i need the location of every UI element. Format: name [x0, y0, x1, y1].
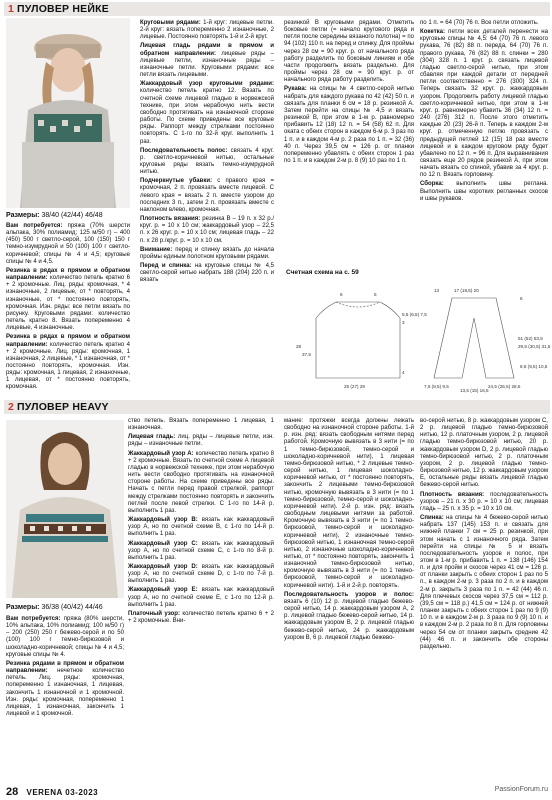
s2c2-p6: Жаккардовый узор D: вязать как жаккардовый узор А, но по счетной схеме D, с 1-го по 7-й р. выполнить 1 раз.	[128, 563, 274, 585]
schema-label-top-3: 17 (18,5) 20	[454, 288, 479, 293]
schema-label-side-6: 29,5 (30,5) 31,5	[518, 344, 551, 349]
s2c2-p4: Жаккардовый узор В: вязать как жаккардовый узор А, но по счетной схеме В, с 1-го по 14-й р. выполнить 1 раз.	[128, 517, 274, 538]
s2c1-p2: Резинка рядами в прямом и обратном направлении: нечетное количество петель. Лиц. ряды: кромочная, попеременно 1 изнаночная, 1 лицевая, закончить 1 изнаночной и 1 кромочной. Изн. ряды: кромочная, попеременно 1 лицевая, 1 изнаночная, закончить 1 лицевой и 1 кромочной.	[6, 660, 124, 718]
section2-column-1	[6, 616, 124, 784]
magazine-name: VERENA 03-2023	[26, 788, 99, 797]
section2-column-2	[128, 418, 274, 784]
s2c2-p3: Жаккардовый узор А: количество петель кратно 8 + 2 кромочные. Вязать по счетной схеме А лицевой гладью в норвежской технике, при этом нерабочую нить вести свободно протягивать на изнаночной стороне работы. На схеме приведены все ряды. Начать с петли перед правой стрелкой, раппорт между стрелками постоянно повторять и закончить петлей после левой стрелки. С 1-го по 14-й р. выполнить 1 раз.	[128, 450, 275, 514]
watermark-site: PassionForum.ru	[494, 786, 548, 793]
page-number: 28	[6, 786, 19, 798]
s1c2-p2: Лицевая гладь рядами в прямом и обратном направлении: лицевые ряды – лицевые петли, изнаночные ряды – изнаночные петли. Круговыми рядами: все петли вязать лицевыми.	[140, 43, 274, 79]
schema-label-bottom-1: 25 (27) 29	[344, 384, 365, 389]
s1c1-p1: Вам потребуется: пряжа (70% шерсти альпака, 30% полиамид; 125 м/50 г) – 400 (450) 500 г светло-серой, 100 (150) 150 г темно-изумрудной и 50 (100) 100 г светло-коричневой; спицы № 4 и 4,5; круговые спицы № 4 и 4,5.	[6, 223, 130, 265]
s2c4-p1: во-серой нитью, 8 р. жаккардовым узором С, 2 р. лицевой гладью темно-бирюзовой нитью, 12 р. платочным узором, 2 р. лицевой гладью темно-бирюзовой нитью, 20 р. жаккардовым узором D, 2 р. лицевой гладью темно-бирюзовой нитью, 2 р. платочным узором, 2 р. лицевой гладью темно-бирюзовой нитью, 12 р. жаккардовым узором Е, остальные ряды вязать лицевой гладью бежево-серой нитью.	[420, 418, 548, 489]
schema-label-top-4: 6	[520, 296, 523, 301]
body-outline	[316, 302, 400, 378]
s1c4-p2: Кокетка: петли всех деталей перенести на круговые спицы № 4,5: 64 (70) 76 п. левого рукава, 76 (82) 88 п. переда, 64 (70) 76 п. правого рукава, 76 (82) 88 п. спинки = 280 (304) 328 п. 1 круг. р. связать лицевой гладью светло-серой нитью, при этом сбавляя при каждой детали от передней петли соответственно = 276 (300) 324 п. Теперь связать 32 круг. р. жаккардовым узором. Продолжить работу лицевой гладью светло-коричневой нитью, при этом в 1-м круг. р. равномерно убавить 36 (34) 12 п. = 240 (276) 312 п. После этого отметить каждые 20 (23) 26-й п. Теперь в каждом 2-м круг. р. отмеченную петлю провязать с предыдущей петлей 12 (15) 18 раз вместе лицевой и в каждом круговом ряду будет убавлено по 12 п. = 96 п. Для выравнивания связать еще 20 рядов резинкой A, при этом начать вязать со спиной, убавив за 4 круг. р. по 12 п. Вязать горловину.	[420, 29, 548, 179]
s2c2-p7: Жаккардовый узор Е: вязать как жаккардовый узор А, но по счетной схеме Е, с 1-го по 12-й р. выполнить 1 раз.	[128, 587, 274, 608]
section1-column-1	[6, 223, 130, 395]
model-photo-1	[6, 18, 130, 208]
s1c4-p3: Сборка: выполнить швы реглана. Выполнить швы коротких регланных скосов и швы рукавов.	[420, 181, 548, 202]
section2-title: 2 ПУЛОВЕР HEAVY	[8, 401, 109, 413]
section1-sizes: Размеры: 38/40 (42/44) 46/48	[6, 212, 103, 219]
section2-sizes: Размеры: 36/38 (40/42) 44/46	[6, 604, 103, 611]
s1c3-p2: Рукава: на спицы № 4 светло-серой нитью набрать для каждого рукава по 42 (42) 50 п. и связать для планки 6 см = 18 р. резинкой А. Затем перейти на спицы № 4,5 и вязать резинкой В, при этом в 1-м р. равномерно прибавить 12 (18) 12 п. = 54 (58) 62 п. Для оката с обеих сторон в каждом 6-м р. 3 раз по 1 п. и в каждом 4-м р. 2 раза по 1 п. = 32 (36) 40 п. Через 39,5 см = 126 р. от планки попеременно убавлять с обеих сторон 1 раз по 1 п. и в каждом 2-м р. 8 (9) 10 раз по 1 п.	[284, 86, 414, 164]
s1c4-p1: по 1 п. = 64 (70) 76 п. Все петли отложить.	[420, 20, 539, 26]
page-footer	[6, 786, 98, 798]
s1c2-p8: Перед и спинка: на круговые спицы № 4,5 светло-серой нитью набрать 188 (204) 220 п. и вязать	[140, 263, 274, 284]
s1c2-p5: Подчеркнутые убавки: с правого края = кромочная, 2 п. провязать вместе лицевой. С левого края = вязать 2 п. вместе узором до последних 3 п., затем 2 п. провязать вместе с наклоном влево, кромочная.	[140, 178, 274, 213]
schema-label-top-5: 13	[434, 288, 440, 293]
s2c4-p3: Спинка: на спицы № 4 бежево-серой нитью набрать 137 (145) 153 п. и связать для нижней планки 7 см = 25 р. резинкой, при этом начать с 1 изнаночного ряда. Затем перейти на спицы № 5 и вязать последовательность узоров и полос, при этом в 1-м р. прибавить 1 п. = 138 (146) 154 п. и для пройм и скосов через 41 см = 126 р. от планки закрыть с обеих сторон 1 раз по 5 п., в каждом 2-м р. 3 раза по 2 п. и в каждом 2-м р. закрыть 3 раза по 1 п. = 42 (44) 46 п. Для плечевых скосов через 37,5 см = 112 р. (39,5 см = 118 р.) 41,5 см = 124 р. от нижней планки закрыть с обеих сторон 1 раз по 9 (9) 10 п. и в каждом 2-м р. 3 раза по 9 (9) 10 п. и в каждом 2-м р. 2 раза по 8 п. Для горловины через 54 см от планки закрыть средние 42 (44) 46 п. и закончить обе стороны раздельно.	[420, 515, 548, 650]
model-photo-2	[6, 420, 124, 598]
s2c4-p2: Плотность вязания: последовательность узоров – 21 п. х 30 р. = 10 х 10 см; лицевая гладь – 25 п. х 35 р. = 10 х 10 см.	[420, 491, 548, 512]
section1-column-2	[140, 20, 274, 396]
s1c2-p1: Круговыми рядами: 1-й круг: лицевые петли. 2-й круг: вязать попеременно 2 изнаночные, 2 лицевые. Постоянно повторять 1-й и 2-й круг.	[140, 20, 274, 41]
section1-column-4	[420, 20, 548, 266]
section1-title: 1 ПУЛОВЕР НЕЙКЕ	[8, 3, 109, 15]
s1c1-p3: Резинка в рядах в прямом и обратном направлении: количество петель кратно 4 + 2 кромочные. Лиц. ряды: кромочная, 1 изнаночная, 2 лицевые, * 1 изнаночная, от * постоянно повторять, кромочная. Изн. ряды: кромочная, 1 лицевая, 2 изнаночные, 1 лицевая, от * постоянно повторять, кромочная.	[6, 334, 130, 391]
schema-label-side-1: 5,5 (6,5) 7,5	[402, 312, 427, 317]
s2c2-p1: ство петель. Вязать попеременно 1 лицевая, 1 изнаночная.	[128, 418, 274, 432]
schema-label-side-7: 4	[402, 370, 405, 375]
section2-column-4	[420, 418, 548, 784]
s1c2-p7: Внимание: перед и спинку вязать до начала проймы единым полотном круговыми рядами.	[140, 246, 274, 260]
s2c3-p2: Последовательность узоров и полос: вязать 6 (10) 12 р. лицевой гладью бежево-серой нитью, 14 р. жаккардовым узором А, 2 р. лицевой гладью бежево-серой нитью, 14 р. жаккардовым узором В, 2 р. лицевой гладью бежево-серой нитью, 24 р. жаккардовым узором В, 6 р. лицевой гладью бежево-	[284, 591, 414, 641]
s2c2-p8: Платочный узор: количество петель кратно 6 + 2 + 2 кромочные. Вни-	[128, 610, 274, 625]
schema-title: Счетная схема на с. 59	[286, 269, 359, 276]
s2c1-p1: Вам потребуется: пряжа (80% шерсти, 10% альпака, 10% полиамид; 100 м/50 г) – 200 (250) 250 г бежево-серой и по 50 (100) 100 г темно-бирюзовой и шоколадно-коричневой; спицы № 4 и 4,5; круговые спицы № 4.	[6, 616, 124, 658]
schema-label-bottom-2: 7,5 (8,5) 9,5	[424, 384, 449, 389]
schema-label-side-3: 28	[296, 344, 302, 349]
schema-label-side-8: 8,5 (9,5) 10,5	[520, 364, 548, 369]
schema-label-side-5: 51 (52) 53,5	[518, 336, 543, 341]
sleeve-outline	[434, 298, 514, 378]
s1c2-p3: Жаккардовый узор круговыми рядами: количество петель кратно 12. Вязать по счетной схеме лицевой гладью в норвежской технике, при этом нерабочую нить вести свободно протягивать на изнаночной стороне работы. По схеме приведены все круговые ряды. Раппорт между стрелками постоянно повторять. С 1-го по 32-й круг. выполнить 1 раз.	[140, 81, 274, 145]
s1c2-p4: Последовательность полос: связать 4 круг. р. светло-коричневой нитью, остальные круговые ряды вязать темно-изумрудной нитью.	[140, 147, 274, 176]
pattern-schema	[284, 278, 551, 394]
schema-label-bottom-4: 24,5 (26,5) 28,5	[488, 384, 521, 389]
s1c3-p1: резинкой В круговыми рядами. Отметить боковые петли (= начало кругового ряда и петля после середины вязаного полотна) = по 94 (102) 110 п. на перед и спинку. Для проймы через 28 см = 90 круг. р. от начального ряда работу разделить по боковым линиям и обе части продолжить вязать раздельно. Для проймы через 28 см = 90 круг. р. от начального ряда работу разделить.	[284, 20, 415, 84]
s2c3-p1: мание: протяжки всегда должны лежать свободно на изнаночной стороне работы. 1-й р. изн. ряд: вязать свободным нитями перед работой. Кромочную вывязать в 3 нити (= по 1 темно-бирюзовой, темно-серой и шоколадно-коричневой нити), 1 лицевая темно-бирюзовой нитью, * 2 лицевые темно-серой нитью, 1 лицевая шоколадно-коричневой нитью, от * постоянно повторять, закончить 2 лицевыми темно-бирюзовой нитью, кромочную вывязать в 3 нити (= по 1 темно-бирюзовой, темно-серой и шоколадно-коричневой нити). 2-й р. изн. ряд: вязать свободным лицевыми нитями за работой. Кромочную вывязать в 3 нити (= по 1 темно-бирюзовой, темно-серой и шоколадно-коричневой нити), 2 изнаночные темно-бирюзовой нитью, 1 изнаночная темно-серой нитью, 2 изнаночные шоколадно-коричневой нитью, от * постоянно повторять, закончить 1 изнаночной темно-бирюзовой нитью, кромочную вывязать в 3 нити (= по 1 темно-бирюзовой, темно-серой и шоколадно-коричневой нити). 1-й и 2-й р. повторять.	[284, 418, 414, 589]
s1c1-p2: Резинка в рядах в прямом и обратном направлении: количество петель кратно 6 + 2 кромочные. Лиц. ряды: кромочная, * 4 изнаночные, 2 лицевые, от * повторять, 4 изнаночные, от * постоянно повторять, кромочная. Изн. ряды: все петли вязать по рисунку. Круговыми рядами: количество петель кратно 8. Вязать попеременно 4 лицевые, 4 изнаночные.	[6, 267, 130, 332]
schema-label-side-4: 37,5	[302, 352, 311, 357]
section2-column-3	[284, 418, 414, 784]
s1c2-p6: Плотность вязания: резинка В – 19 п. х 32 р./круг. р. = 10 х 10 см; жаккардовый узор – 22,5 п. х 26 круг. р. = 10 х 10 см; лицевая гладь – 22 п. х 28 р./круг. р. = 10 х 10 см.	[140, 216, 274, 244]
schema-label-top-2: 5	[374, 292, 377, 297]
section1-column-3	[284, 20, 414, 266]
neckline	[336, 302, 380, 307]
s2c2-p2: Лицевая гладь: лиц. ряды – лицевые петли, изн. ряды – изнаночные петли.	[128, 434, 274, 448]
schema-label-side-2: 3	[402, 320, 405, 325]
schema-label-top-1: 6	[340, 292, 343, 297]
s2c2-p5: Жаккардовый узор С: вязать как жаккардовый узор А, но по счетной схеме С, с 1-го по 8-й р. выполнить 1 раз.	[128, 540, 274, 561]
schema-label-bottom-3: 13,5 (15) 16,5	[460, 388, 489, 393]
